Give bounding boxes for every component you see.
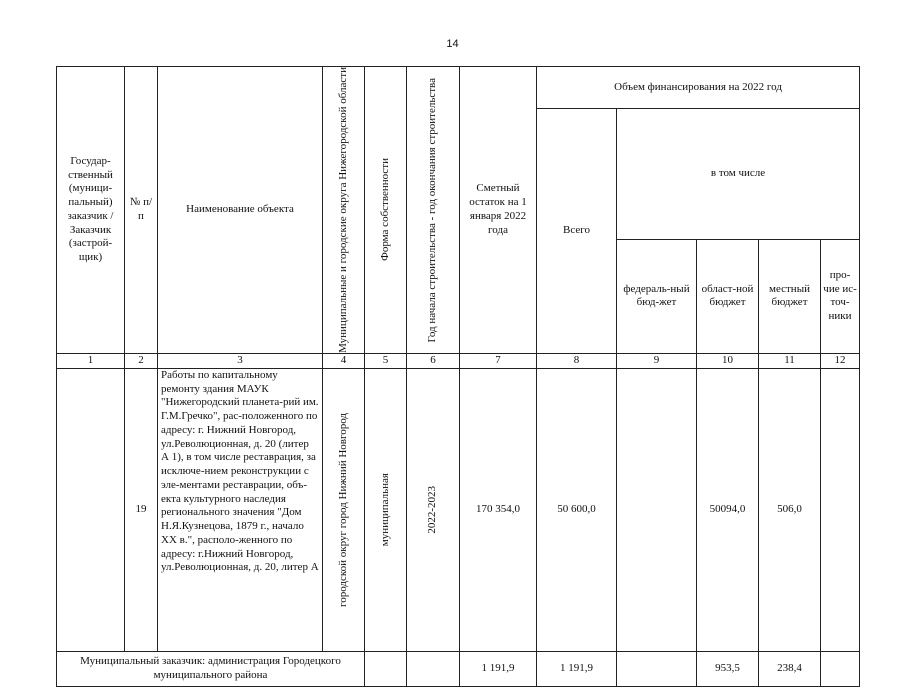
summary-balance: 1 191,9 [460,651,537,686]
header-district [323,67,365,354]
col-number: 2 [125,353,158,368]
header-funding-group: Объем финансирования на 2022 год [537,67,860,109]
header-district-text: Муниципальные и городские округа Нижегородской области [336,67,349,353]
summary-years [407,651,460,686]
col-number: 7 [460,353,537,368]
header-including: в том числе [617,109,860,240]
header-years-text: Год начала строительства - год окончания строительства [426,77,439,343]
col-number: 6 [407,353,460,368]
summary-regional: 953,5 [697,651,759,686]
row-number: 19 [125,368,158,651]
header-federal: федераль-ный бюд-жет [617,239,697,353]
summary-other [821,651,860,686]
summary-label: Муниципальный заказчик: администрация Городецкого муниципального района [57,651,365,686]
row-ownership-text: муниципальная [378,473,391,547]
col-number: 3 [158,353,323,368]
row-years-text: 2022-2023 [426,486,439,534]
header-local: местный бюджет [759,239,821,353]
col-number: 5 [365,353,407,368]
column-numbers-row [57,353,860,368]
row-years [407,368,460,651]
col-number: 9 [617,353,697,368]
col-number: 1 [57,353,125,368]
row-district-text: городской округ город Нижний Новгород [336,412,349,607]
summary-total: 1 191,9 [537,651,617,686]
row-object-name: Работы по капитальному ремонту здания МАУК "Нижегородский планета-рий им. Г.М.Гречко", рас-положенного по адресу: г. Нижний Новгород, ул.Революционная, д. 20 (литер А 1), в том числе реставрация, за исключе-нием реконструкции с эле-ментами реставрации, объ-екта культурного наследия регионального значения "Дом Н.Я.Кузнецова, 1879 г., начало XX в.", располо-женного по адресу: г.Нижний Новгород, ул.Революционная, д. 20, литер А [158,368,323,651]
page-number: 14 [446,38,459,50]
row-regional: 50094,0 [697,368,759,651]
header-regional: област-ной бюджет [697,239,759,353]
col-number: 11 [759,353,821,368]
row-other [821,368,860,651]
table-row [57,368,860,651]
row-total: 50 600,0 [537,368,617,651]
header-customer: Государ-ственный (муници-пальный) заказчик / Заказчик (застрой-щик) [57,67,125,354]
col-number: 8 [537,353,617,368]
col-number: 12 [821,353,860,368]
summary-ownership [365,651,407,686]
header-ownership-text: Форма собственности [378,158,391,262]
summary-row [57,651,860,686]
row-customer [57,368,125,651]
row-local: 506,0 [759,368,821,651]
header-number: № п/п [125,67,158,354]
header-object-name: Наименование объекта [158,67,323,354]
financing-table [56,66,860,687]
summary-federal [617,651,697,686]
row-district [323,368,365,651]
header-other: про-чие ис-точ-ники [821,239,860,353]
col-number: 10 [697,353,759,368]
row-ownership [365,368,407,651]
summary-local: 238,4 [759,651,821,686]
header-total: Всего [537,109,617,354]
row-balance: 170 354,0 [460,368,537,651]
header-years [407,67,460,354]
header-balance: Сметный остаток на 1 января 2022 года [460,67,537,354]
row-federal [617,368,697,651]
header-ownership [365,67,407,354]
col-number: 4 [323,353,365,368]
